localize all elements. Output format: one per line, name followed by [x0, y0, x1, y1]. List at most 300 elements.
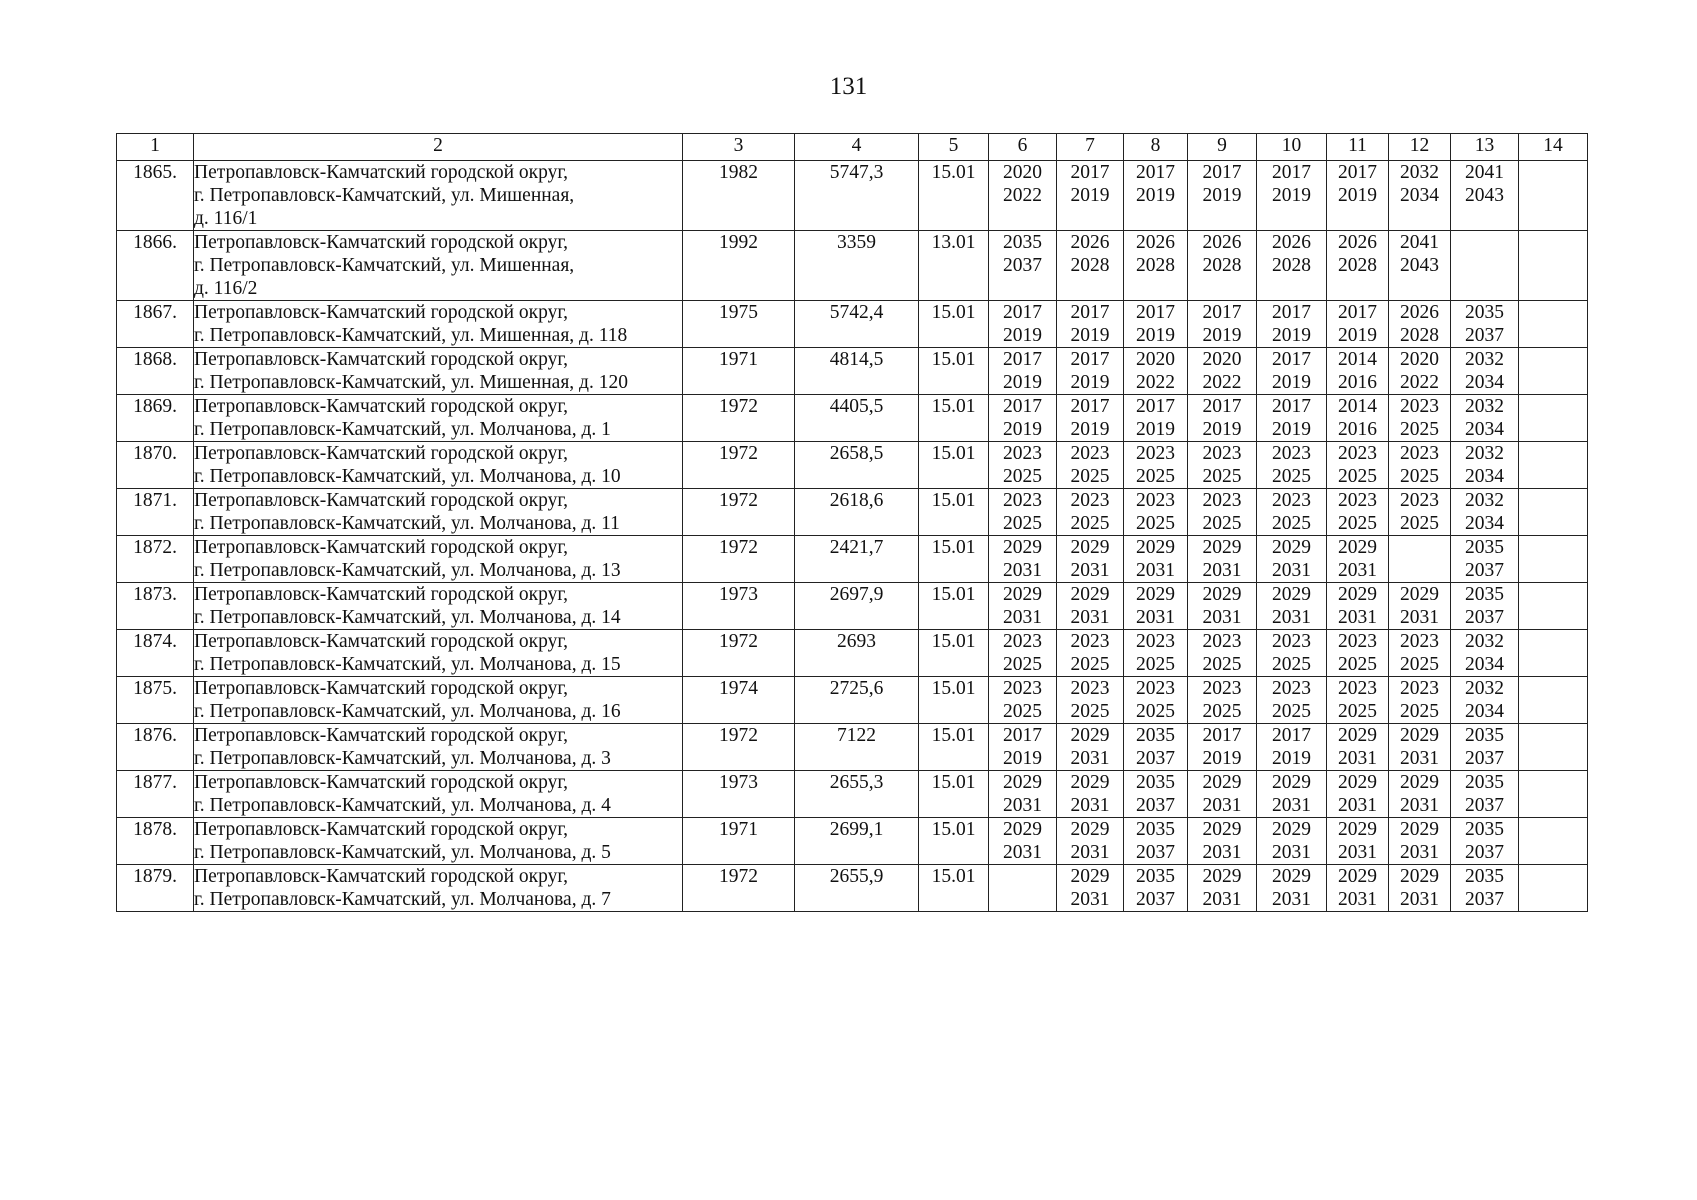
period-end-year [1519, 747, 1587, 770]
period-end-year: 2031 [1338, 889, 1377, 910]
address-line: Петропавловск-Камчатский городской округ, [194, 232, 569, 253]
period-start-year: 2023 [1400, 490, 1439, 511]
period-start-year: 2029 [1400, 772, 1439, 793]
period-cell [1124, 771, 1188, 818]
period-start-year: 2023 [1338, 443, 1377, 464]
period-end-year: 2031 [1272, 560, 1311, 581]
header-row [117, 134, 1588, 161]
period-end-year: 2037 [1465, 325, 1504, 346]
period-start-year: 2017 [1202, 302, 1242, 323]
code-cell: 15.01 [919, 724, 989, 771]
period-start-year: 2026 [1070, 232, 1110, 253]
period-start-year: 2035 [1136, 772, 1175, 793]
period-end-year: 2025 [1338, 654, 1377, 675]
period-cell [1327, 161, 1389, 231]
address-line: г. Петропавловск-Камчатский, ул. Молчанова, д. 3 [194, 748, 611, 769]
period-start-year: 2014 [1338, 349, 1377, 370]
period-end-year: 2019 [1070, 325, 1110, 346]
period-end-year: 2037 [1136, 842, 1175, 863]
area-cell: 2618,6 [795, 489, 919, 536]
period-cell [1519, 301, 1588, 348]
period-cell [1519, 536, 1588, 583]
period-cell [1057, 677, 1124, 724]
period-start-year: 2029 [1338, 725, 1377, 746]
period-start-year: 2023 [1272, 678, 1311, 699]
period-start-year: 2029 [1070, 866, 1110, 887]
period-end-year: 2028 [1202, 255, 1242, 276]
period-cell [1257, 442, 1327, 489]
period-cell [1057, 301, 1124, 348]
table-row [117, 865, 1588, 912]
period-end-year [1519, 888, 1587, 911]
period-start-year: 2023 [1400, 443, 1439, 464]
period-start-year: 2020 [1400, 349, 1439, 370]
period-start-year: 2017 [1136, 396, 1175, 417]
period-end-year: 2019 [1070, 185, 1110, 206]
period-cell [1124, 348, 1188, 395]
code-cell: 15.01 [919, 536, 989, 583]
period-end-year: 2019 [1202, 185, 1242, 206]
period-cell [1257, 677, 1327, 724]
period-cell [1257, 348, 1327, 395]
period-end-year [1519, 324, 1587, 347]
period-start-year: 2032 [1465, 490, 1504, 511]
period-start-year: 2023 [1338, 678, 1377, 699]
period-end-year: 2043 [1465, 185, 1504, 206]
period-cell [1389, 395, 1451, 442]
period-start-year: 2017 [1070, 396, 1110, 417]
year-cell: 1972 [683, 489, 795, 536]
period-start-year: 2029 [1003, 537, 1042, 558]
period-cell [1057, 724, 1124, 771]
period-end-year: 2025 [1400, 419, 1439, 440]
period-start-year: 2029 [1272, 584, 1311, 605]
row-number-cell: 1879. [117, 865, 194, 912]
period-end-year: 2019 [1136, 419, 1175, 440]
period-cell [1057, 536, 1124, 583]
area-cell: 7122 [795, 724, 919, 771]
period-end-year: 2019 [1338, 185, 1377, 206]
period-end-year: 2028 [1136, 255, 1175, 276]
year-cell: 1972 [683, 536, 795, 583]
period-end-year: 2037 [1136, 889, 1175, 910]
period-cell [1389, 489, 1451, 536]
period-cell [1519, 161, 1588, 231]
table-row [117, 771, 1588, 818]
period-end-year: 2031 [1003, 842, 1042, 863]
period-end-year [1451, 254, 1518, 277]
period-end-year: 2025 [1400, 701, 1439, 722]
period-cell [1057, 865, 1124, 912]
column-header: 11 [1327, 134, 1389, 161]
period-end-year: 2025 [1070, 466, 1110, 487]
period-cell [989, 395, 1057, 442]
period-start-year: 2023 [1070, 490, 1110, 511]
period-start-year: 2017 [1338, 302, 1377, 323]
period-end-year: 2031 [1272, 795, 1311, 816]
period-end-year: 2028 [1400, 325, 1439, 346]
period-start-year: 2020 [1136, 349, 1175, 370]
period-end-year: 2031 [1338, 748, 1377, 769]
period-cell [1519, 395, 1588, 442]
code-cell: 15.01 [919, 677, 989, 724]
period-start-year [1519, 231, 1587, 254]
period-cell [989, 231, 1057, 301]
period-end-year: 2037 [1465, 795, 1504, 816]
period-end-year: 2034 [1465, 466, 1504, 487]
period-start-year [1451, 231, 1518, 254]
period-cell [1188, 771, 1257, 818]
period-end-year: 2025 [1400, 513, 1439, 534]
period-start-year: 2023 [1003, 443, 1042, 464]
period-end-year: 2034 [1400, 185, 1439, 206]
period-start-year: 2029 [1400, 866, 1439, 887]
column-header: 1 [117, 134, 194, 161]
year-cell: 1973 [683, 583, 795, 630]
period-cell [989, 583, 1057, 630]
period-cell [1451, 231, 1519, 301]
address-cell [194, 865, 683, 912]
address-line: Петропавловск-Камчатский городской округ, [194, 537, 569, 558]
period-cell [989, 677, 1057, 724]
period-cell [1451, 348, 1519, 395]
period-start-year [1519, 771, 1587, 794]
period-cell [1057, 442, 1124, 489]
period-end-year [1519, 418, 1587, 441]
period-start-year: 2023 [1003, 490, 1042, 511]
period-cell [1451, 724, 1519, 771]
period-start-year: 2017 [1003, 725, 1042, 746]
period-cell [1124, 395, 1188, 442]
period-end-year: 2019 [1272, 748, 1311, 769]
period-start-year: 2023 [1136, 631, 1175, 652]
period-cell [1257, 771, 1327, 818]
area-cell: 5747,3 [795, 161, 919, 231]
period-end-year [1519, 841, 1587, 864]
period-start-year: 2026 [1400, 302, 1439, 323]
period-cell [1188, 724, 1257, 771]
address-cell [194, 489, 683, 536]
period-cell [1327, 231, 1389, 301]
period-start-year: 2029 [1272, 772, 1311, 793]
column-header: 13 [1451, 134, 1519, 161]
period-cell [1451, 536, 1519, 583]
period-start-year: 2029 [1070, 537, 1110, 558]
period-end-year: 2037 [1465, 607, 1504, 628]
column-header: 14 [1519, 134, 1588, 161]
area-cell: 5742,4 [795, 301, 919, 348]
period-end-year: 2031 [1070, 842, 1110, 863]
period-cell [1257, 395, 1327, 442]
column-header: 7 [1057, 134, 1124, 161]
area-cell: 2658,5 [795, 442, 919, 489]
area-cell: 3359 [795, 231, 919, 301]
period-start-year: 2023 [1338, 490, 1377, 511]
period-end-year: 2037 [1465, 842, 1504, 863]
table-row [117, 395, 1588, 442]
period-cell [1057, 231, 1124, 301]
year-cell: 1972 [683, 630, 795, 677]
period-start-year: 2029 [1272, 537, 1311, 558]
address-line: д. 116/1 [194, 208, 258, 229]
period-end-year [1519, 653, 1587, 676]
period-start-year [1519, 536, 1587, 559]
period-start-year: 2029 [1338, 819, 1377, 840]
row-number-cell: 1870. [117, 442, 194, 489]
period-start-year: 2017 [1070, 302, 1110, 323]
period-end-year: 2031 [1003, 795, 1042, 816]
table-row [117, 536, 1588, 583]
period-end-year: 2037 [1465, 560, 1504, 581]
period-end-year [1519, 465, 1587, 488]
period-end-year [1519, 512, 1587, 535]
period-start-year: 2017 [1202, 396, 1242, 417]
period-start-year: 2017 [1070, 162, 1110, 183]
period-start-year: 2017 [1338, 162, 1377, 183]
period-cell [989, 301, 1057, 348]
code-cell: 15.01 [919, 771, 989, 818]
period-cell [1389, 583, 1451, 630]
year-cell: 1972 [683, 442, 795, 489]
period-cell [1188, 536, 1257, 583]
period-end-year: 2025 [1202, 701, 1242, 722]
year-cell: 1971 [683, 348, 795, 395]
period-cell [1188, 583, 1257, 630]
period-start-year: 2023 [1202, 631, 1242, 652]
period-end-year: 2031 [1338, 560, 1377, 581]
period-end-year: 2031 [1136, 607, 1175, 628]
row-number-cell: 1878. [117, 818, 194, 865]
period-end-year [1389, 559, 1450, 582]
period-start-year: 2041 [1465, 162, 1504, 183]
address-line: Петропавловск-Камчатский городской округ, [194, 678, 569, 699]
period-start-year: 2017 [1003, 396, 1042, 417]
period-end-year [1519, 606, 1587, 629]
row-number-cell: 1865. [117, 161, 194, 231]
period-start-year: 2029 [1202, 584, 1242, 605]
period-end-year: 2031 [1400, 748, 1439, 769]
period-cell [1124, 231, 1188, 301]
period-end-year: 2043 [1400, 255, 1439, 276]
period-cell [1451, 677, 1519, 724]
table-row [117, 442, 1588, 489]
period-end-year: 2025 [1338, 466, 1377, 487]
period-end-year: 2031 [1272, 842, 1311, 863]
period-cell [1257, 583, 1327, 630]
period-start-year: 2023 [1003, 631, 1042, 652]
period-cell [1124, 677, 1188, 724]
period-end-year: 2031 [1136, 560, 1175, 581]
period-start-year: 2023 [1070, 631, 1110, 652]
period-cell [1188, 348, 1257, 395]
period-start-year [989, 865, 1056, 888]
period-end-year: 2034 [1465, 701, 1504, 722]
period-end-year [1519, 700, 1587, 723]
address-line: г. Петропавловск-Камчатский, ул. Молчанова, д. 13 [194, 560, 621, 581]
period-start-year: 2029 [1272, 866, 1311, 887]
period-cell [1057, 395, 1124, 442]
period-start-year: 2023 [1272, 631, 1311, 652]
table-row [117, 630, 1588, 677]
period-start-year: 2029 [1070, 819, 1110, 840]
period-end-year [1519, 254, 1587, 277]
period-end-year: 2022 [1136, 372, 1175, 393]
period-start-year [1519, 348, 1587, 371]
period-end-year: 2028 [1070, 255, 1110, 276]
period-cell [1389, 771, 1451, 818]
period-cell [1188, 231, 1257, 301]
period-cell [1257, 161, 1327, 231]
row-number-cell: 1872. [117, 536, 194, 583]
period-end-year: 2019 [1272, 419, 1311, 440]
period-cell [1451, 771, 1519, 818]
table-row [117, 231, 1588, 301]
column-header: 3 [683, 134, 795, 161]
area-cell: 2655,3 [795, 771, 919, 818]
address-line: Петропавловск-Камчатский городской округ, [194, 819, 569, 840]
address-line: Петропавловск-Камчатский городской округ, [194, 349, 569, 370]
period-cell [1124, 583, 1188, 630]
period-end-year [989, 888, 1056, 911]
period-cell [989, 771, 1057, 818]
period-end-year: 2019 [1202, 748, 1242, 769]
year-cell: 1982 [683, 161, 795, 231]
period-start-year: 2035 [1136, 725, 1175, 746]
period-start-year: 2032 [1465, 678, 1504, 699]
code-cell: 15.01 [919, 583, 989, 630]
area-cell: 2693 [795, 630, 919, 677]
period-end-year: 2022 [1202, 372, 1242, 393]
period-cell [1389, 724, 1451, 771]
period-cell [1327, 301, 1389, 348]
period-cell [1389, 348, 1451, 395]
period-cell [989, 536, 1057, 583]
row-number-cell: 1868. [117, 348, 194, 395]
period-cell [1188, 677, 1257, 724]
period-cell [1451, 583, 1519, 630]
code-cell: 15.01 [919, 395, 989, 442]
period-cell [1327, 724, 1389, 771]
address-line: Петропавловск-Камчатский городской округ, [194, 631, 569, 652]
period-start-year: 2029 [1070, 772, 1110, 793]
period-start-year: 2032 [1465, 349, 1504, 370]
period-cell [1188, 489, 1257, 536]
table-row [117, 677, 1588, 724]
row-number-cell: 1866. [117, 231, 194, 301]
period-end-year: 2025 [1136, 654, 1175, 675]
period-cell [1257, 489, 1327, 536]
period-end-year: 2025 [1136, 701, 1175, 722]
period-start-year: 2023 [1136, 678, 1175, 699]
period-end-year: 2031 [1202, 842, 1242, 863]
address-cell [194, 630, 683, 677]
period-end-year: 2025 [1272, 513, 1311, 534]
period-start-year: 2029 [1202, 866, 1242, 887]
period-start-year: 2029 [1202, 537, 1242, 558]
period-end-year: 2028 [1272, 255, 1311, 276]
period-cell [1519, 348, 1588, 395]
period-start-year: 2029 [1003, 819, 1042, 840]
period-cell [1519, 630, 1588, 677]
period-end-year: 2031 [1070, 607, 1110, 628]
period-start-year: 2035 [1465, 302, 1504, 323]
table-row [117, 818, 1588, 865]
period-start-year: 2023 [1136, 443, 1175, 464]
period-start-year: 2017 [1272, 349, 1311, 370]
period-end-year: 2031 [1202, 889, 1242, 910]
period-start-year: 2029 [1070, 725, 1110, 746]
period-cell [1389, 865, 1451, 912]
area-cell: 2421,7 [795, 536, 919, 583]
period-start-year [1389, 536, 1450, 559]
period-cell [989, 489, 1057, 536]
period-cell [989, 865, 1057, 912]
period-end-year: 2025 [1003, 513, 1042, 534]
period-end-year: 2037 [1136, 795, 1175, 816]
period-end-year: 2031 [1400, 842, 1439, 863]
period-end-year: 2031 [1202, 607, 1242, 628]
period-start-year: 2023 [1070, 678, 1110, 699]
period-cell [1389, 301, 1451, 348]
period-end-year: 2025 [1338, 513, 1377, 534]
period-cell [1451, 818, 1519, 865]
period-cell [1451, 301, 1519, 348]
period-start-year: 2029 [1070, 584, 1110, 605]
period-start-year: 2020 [1003, 162, 1042, 183]
period-cell [989, 442, 1057, 489]
period-end-year: 2031 [1400, 607, 1439, 628]
period-end-year: 2031 [1400, 889, 1439, 910]
address-line: Петропавловск-Камчатский городской округ, [194, 162, 569, 183]
period-end-year [1519, 559, 1587, 582]
code-cell: 15.01 [919, 630, 989, 677]
period-end-year: 2019 [1202, 325, 1242, 346]
register-table [116, 133, 1588, 912]
period-start-year [1519, 724, 1587, 747]
year-cell: 1973 [683, 771, 795, 818]
period-start-year [1519, 583, 1587, 606]
period-cell [1389, 630, 1451, 677]
period-end-year [1519, 371, 1587, 394]
period-start-year: 2023 [1400, 396, 1439, 417]
period-start-year: 2026 [1202, 232, 1242, 253]
period-end-year: 2025 [1136, 513, 1175, 534]
period-start-year: 2041 [1400, 232, 1439, 253]
period-start-year: 2017 [1202, 162, 1242, 183]
period-cell [1124, 818, 1188, 865]
row-number-cell: 1875. [117, 677, 194, 724]
period-end-year: 2031 [1070, 748, 1110, 769]
period-start-year: 2029 [1003, 772, 1042, 793]
period-end-year: 2031 [1400, 795, 1439, 816]
period-start-year: 2017 [1272, 725, 1311, 746]
period-start-year: 2035 [1003, 232, 1042, 253]
address-line: Петропавловск-Камчатский городской округ, [194, 396, 569, 417]
register-body [117, 161, 1588, 912]
period-end-year: 2025 [1003, 654, 1042, 675]
period-start-year: 2023 [1272, 443, 1311, 464]
period-end-year: 2025 [1202, 513, 1242, 534]
period-start-year [1519, 818, 1587, 841]
period-start-year [1519, 395, 1587, 418]
address-line: г. Петропавловск-Камчатский, ул. Мишенная, [194, 255, 575, 276]
period-end-year: 2037 [1003, 255, 1042, 276]
column-header: 9 [1188, 134, 1257, 161]
period-start-year: 2035 [1465, 772, 1504, 793]
period-cell [1257, 231, 1327, 301]
period-cell [1188, 301, 1257, 348]
row-number-cell: 1871. [117, 489, 194, 536]
